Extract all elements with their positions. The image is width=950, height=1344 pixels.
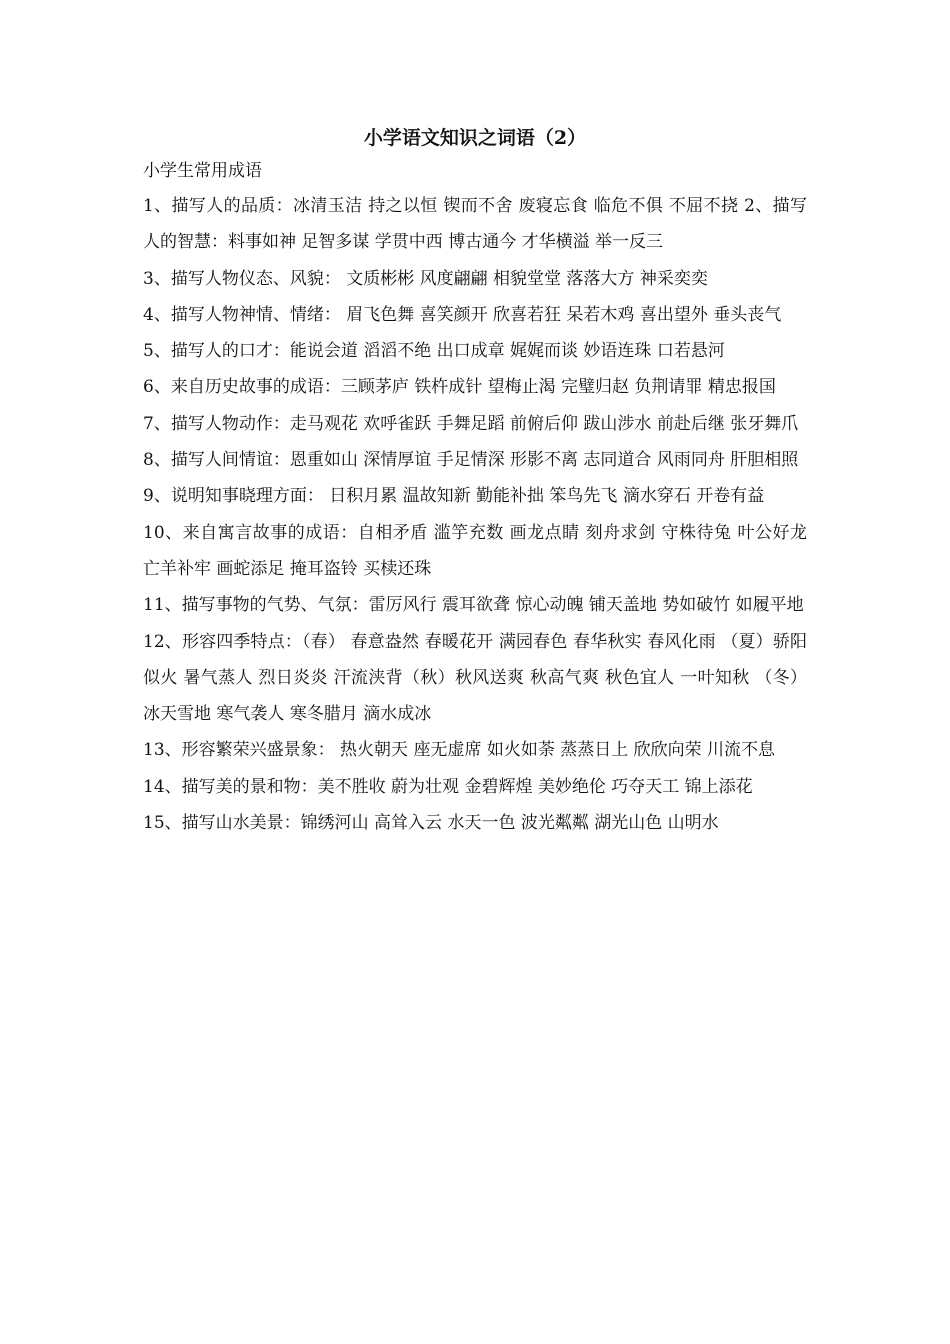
paragraph-9: 9、说明知事晓理方面： 日积月累 温故知新 勤能补拙 笨鸟先飞 滴水穿石 开卷有益 bbox=[143, 486, 765, 507]
paragraph-11: 11、描写事物的气势、气氛：雷厉风行 震耳欲聋 惊心动魄 铺天盖地 势如破竹 如履平地 bbox=[143, 595, 804, 616]
paragraph-4: 4、描写人物神情、情绪： 眉飞色舞 喜笑颜开 欣喜若狂 呆若木鸡 喜出望外 垂头丧气 bbox=[143, 304, 782, 325]
paragraph-5: 5、描写人的口才：能说会道 滔滔不绝 出口成章 娓娓而谈 妙语连珠 口若悬河 bbox=[143, 341, 725, 362]
document-page bbox=[143, 122, 807, 841]
paragraph-6: 6、来自历史故事的成语：三顾茅庐 铁杵成针 望梅止渴 完璧归赵 负荆请罪 精忠报国 bbox=[143, 377, 776, 398]
document-title: 小学语文知识之词语（2） bbox=[363, 127, 587, 149]
paragraph-8: 8、描写人间情谊：恩重如山 深情厚谊 手足情深 形影不离 志同道合 风雨同舟 肝胆相照 bbox=[143, 450, 799, 471]
paragraph-3: 3、描写人物仪态、风貌： 文质彬彬 风度翩翩 相貌堂堂 落落大方 神采奕奕 bbox=[143, 268, 708, 289]
paragraph-15: 15、描写山水美景：锦绣河山 高耸入云 水天一色 波光粼粼 湖光山色 山明水 bbox=[143, 813, 719, 834]
paragraph-12: 12、形容四季特点：（春） 春意盎然 春暖花开 满园春色 春华秋实 春风化雨 （夏）骄阳似火 暑气蒸人 烈日炎炎 汗流浃背（秋）秋风送爽 秋高气爽 秋色宜人 一叶知秋 （冬） 冰天雪地 寒气袭人 寒冬腊月 滴水成冰 bbox=[143, 631, 807, 725]
paragraph-10: 10、来自寓言故事的成语：自相矛盾 滥竽充数 画龙点睛 刻舟求剑 守株待兔 叶公好龙 亡羊补牢 画蛇添足 掩耳盗铃 买椟还珠 bbox=[143, 522, 807, 579]
paragraph-1: 1、描写人的品质：冰清玉洁 持之以恒 锲而不舍 废寝忘食 临危不俱 不屈不挠 2、描写人的智慧：料事如神 足智多谋 学贯中西 博古通今 才华横溢 举一反三 bbox=[143, 196, 807, 253]
paragraph-13: 13、形容繁荣兴盛景象： 热火朝天 座无虚席 如火如荼 蒸蒸日上 欣欣向荣 川流不息 bbox=[143, 740, 776, 761]
paragraph-14: 14、描写美的景和物：美不胜收 蔚为壮观 金碧辉煌 美妙绝伦 巧夺天工 锦上添花 bbox=[143, 776, 753, 797]
document-subtitle: 小学生常用成语 bbox=[143, 161, 262, 181]
paragraph-7: 7、描写人物动作：走马观花 欢呼雀跃 手舞足蹈 前俯后仰 跋山涉水 前赴后继 张牙舞爪 bbox=[143, 413, 799, 434]
